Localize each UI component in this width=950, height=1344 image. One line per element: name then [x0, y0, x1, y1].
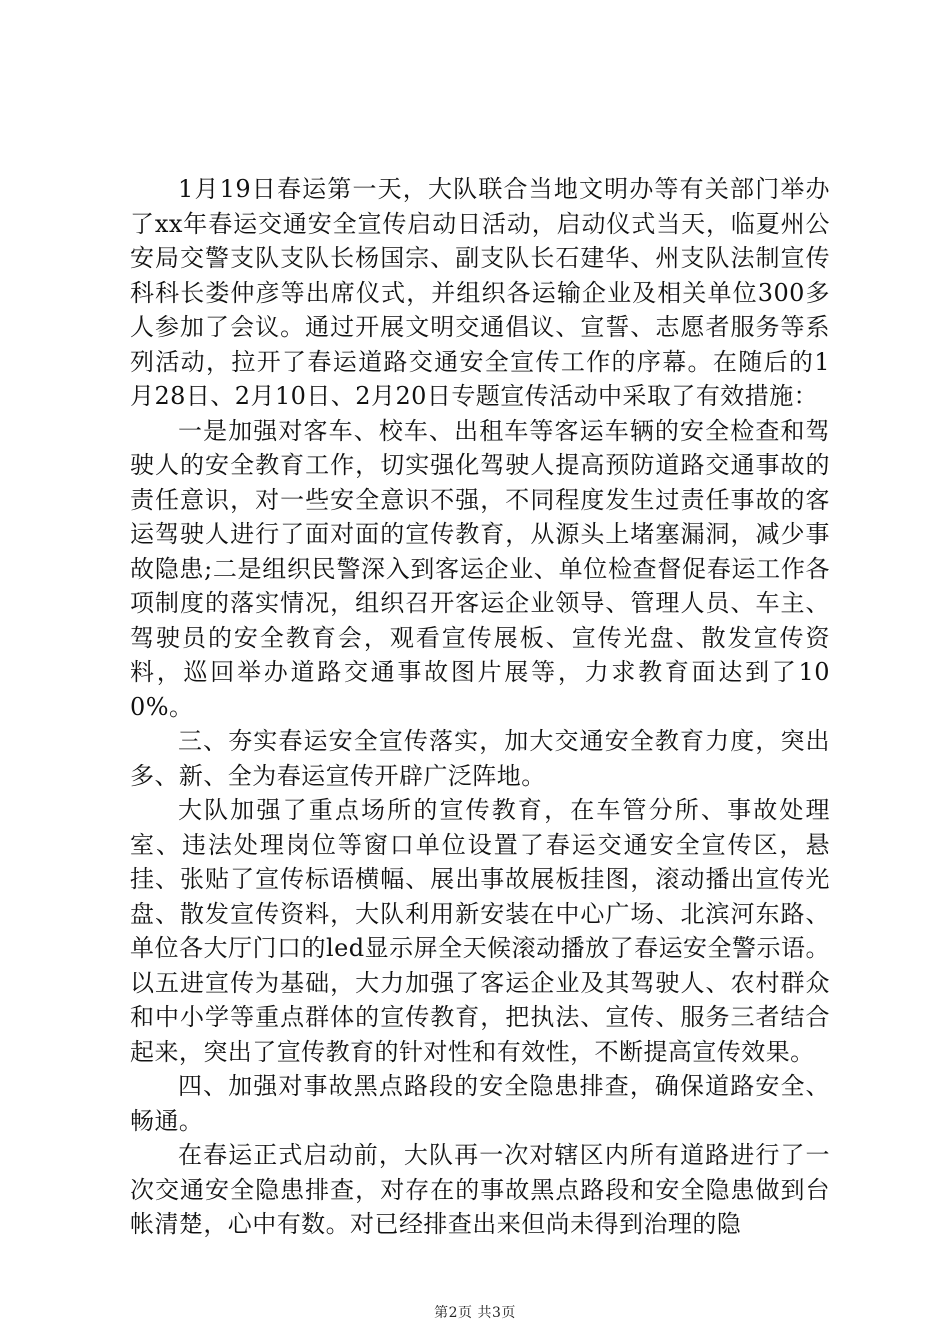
- section-heading-three: 三、夯实春运安全宣传落实，加大交通安全教育力度，突出多、新、全为春运宣传开辟广泛阵地。: [130, 727, 830, 790]
- paragraph-hazard-inspection: 在春运正式启动前，大队再一次对辖区内所有道路进行了一次交通安全隐患排查，对存在的事故黑点路段和安全隐患做到台帐清楚，心中有数。对已经排查出来但尚未得到治理的隐: [130, 1141, 830, 1238]
- section-heading-four: 四、加强对事故黑点路段的安全隐患排查，确保道路安全、畅通。: [130, 1072, 830, 1135]
- paragraph-opening: 1月19日春运第一天，大队联合当地文明办等有关部门举办了xx年春运交通安全宣传启动日活动，启动仪式当天，临夏州公安局交警支队支队长杨国宗、副支队长石建华、州支队法制宣传科科长娄仲彦等出席仪式，并组织各运输企业及相关单位300多人参加了会议。通过开展文明交通倡议、宣誓、志愿者服务等系列活动，拉开了春运道路交通安全宣传工作的序幕。在随后的1月28日、2月10日、2月20日专题宣传活动中采取了有效措施：: [130, 175, 830, 410]
- page-number-footer: 第2页 共3页: [434, 1305, 516, 1321]
- paragraph-key-venues: 大队加强了重点场所的宣传教育，在车管分所、事故处理室、违法处理岗位等窗口单位设置了春运交通安全宣传区，悬挂、张贴了宣传标语横幅、展出事故展板挂图，滚动播出宣传光盘、散发宣传资料，大队利用新安装在中心广场、北滨河东路、单位各大厅门口的led显示屏全天候滚动播放了春运安全警示语。以五进宣传为基础，大力加强了客运企业及其驾驶人、农村群众和中小学等重点群体的宣传教育，把执法、宣传、服务三者结合起来，突出了宣传教育的针对性和有效性，不断提高宣传效果。: [130, 796, 830, 1066]
- document-body: [130, 172, 830, 1242]
- paragraph-measure-one-two: 一是加强对客车、校车、出租车等客运车辆的安全检查和驾驶人的安全教育工作，切实强化驾驶人提高预防道路交通事故的责任意识，对一些安全意识不强，不同程度发生过责任事故的客运驾驶人进行了面对面的宣传教育，从源头上堵塞漏洞，减少事故隐患;二是组织民警深入到客运企业、单位检查督促春运工作各项制度的落实情况，组织召开客运企业领导、管理人员、车主、驾驶员的安全教育会，观看宣传展板、宣传光盘、散发宣传资料，巡回举办道路交通事故图片展等，力求教育面达到了100%。: [130, 416, 830, 721]
